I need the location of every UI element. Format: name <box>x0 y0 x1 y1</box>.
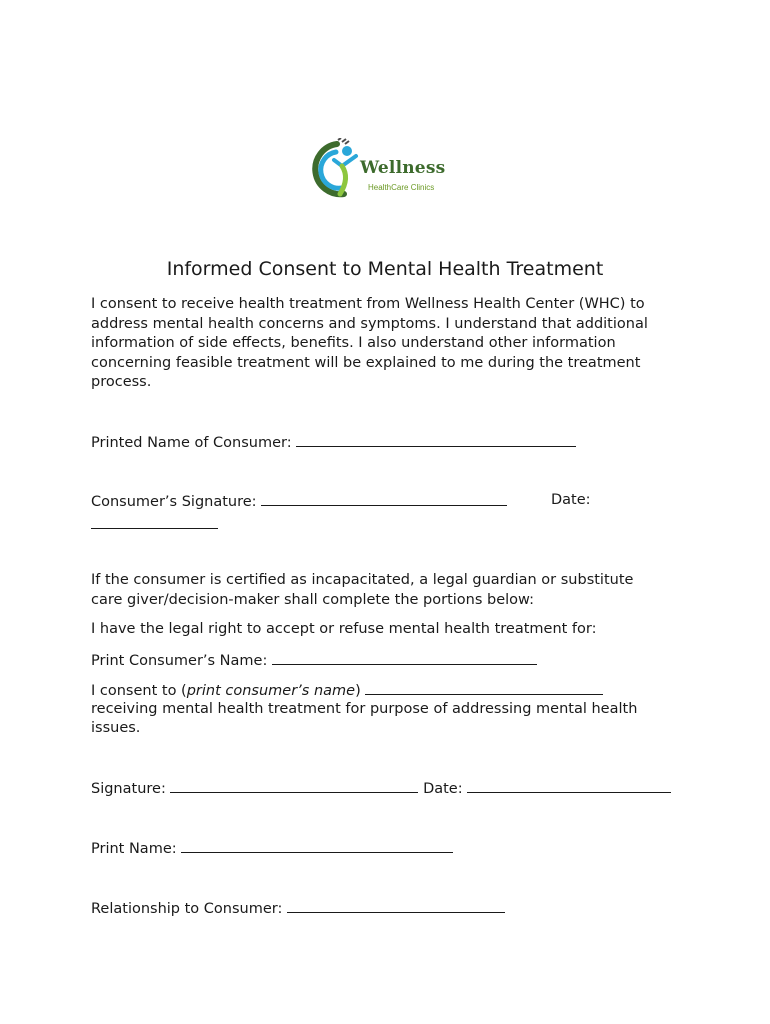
intro-line-1: I consent to receive health treatment from Wellness Health Center (WHC) to <box>91 296 645 312</box>
print-name-row <box>91 838 453 860</box>
legal-right-text: I have the legal right to accept or refuse mental health treatment for: <box>91 621 597 637</box>
intro-line-5: process. <box>91 374 152 390</box>
consumer-signature-field[interactable] <box>261 491 507 506</box>
print-consumer-name-label: Print Consumer’s Name: <box>91 653 268 669</box>
guardian-signature-row <box>91 778 671 800</box>
print-consumer-name-field[interactable] <box>272 650 537 665</box>
guardian-date-label: Date: <box>423 781 463 797</box>
consent-line-2: receiving mental health treatment for purpose of addressing mental health <box>91 700 638 717</box>
intro-line-2: address mental health concerns and symptoms. I understand that additional <box>91 315 648 332</box>
guardian-intro-line-2: care giver/decision-maker shall complete the portions below: <box>91 591 534 608</box>
printed-name-label: Printed Name of Consumer: <box>91 435 292 451</box>
logo-tagline: HealthCare Clinics <box>368 183 435 192</box>
consent-prefix: I consent to ( <box>91 683 187 699</box>
guardian-intro-line-1: If the consumer is certified as incapacitated, a legal guardian or substitute <box>91 572 634 588</box>
printed-name-row <box>91 432 576 454</box>
wellness-figure-icon <box>312 138 362 200</box>
relationship-field[interactable] <box>287 898 505 913</box>
print-consumer-name-row <box>91 650 537 672</box>
consumer-signature-row <box>91 491 507 513</box>
guardian-date-field[interactable] <box>467 778 671 793</box>
guardian-signature-label: Signature: <box>91 781 166 797</box>
document-title: Informed Consent to Mental Health Treatment <box>166 258 604 280</box>
relationship-row <box>91 898 505 920</box>
print-name-label: Print Name: <box>91 841 177 857</box>
relationship-label: Relationship to Consumer: <box>91 901 283 917</box>
consumer-date-field[interactable] <box>91 514 218 529</box>
consent-suffix: ) <box>355 683 361 699</box>
consent-line-3: issues. <box>91 720 141 736</box>
intro-line-4: concerning feasible treatment will be explained to me during the treatment <box>91 354 641 371</box>
consent-row <box>91 680 603 702</box>
printed-name-field[interactable] <box>296 432 576 447</box>
logo-wordmark: Wellness <box>360 158 446 178</box>
consumer-signature-label: Consumer’s Signature: <box>91 494 257 510</box>
consent-name-field[interactable] <box>365 680 603 695</box>
intro-line-3: information of side effects, benefits. I also understand other information <box>91 335 616 351</box>
guardian-signature-field[interactable] <box>170 778 418 793</box>
consumer-date-label: Date: <box>551 492 591 508</box>
consent-italic: print consumer’s name <box>186 683 356 699</box>
wellness-logo <box>312 138 462 200</box>
print-name-field[interactable] <box>181 838 453 853</box>
